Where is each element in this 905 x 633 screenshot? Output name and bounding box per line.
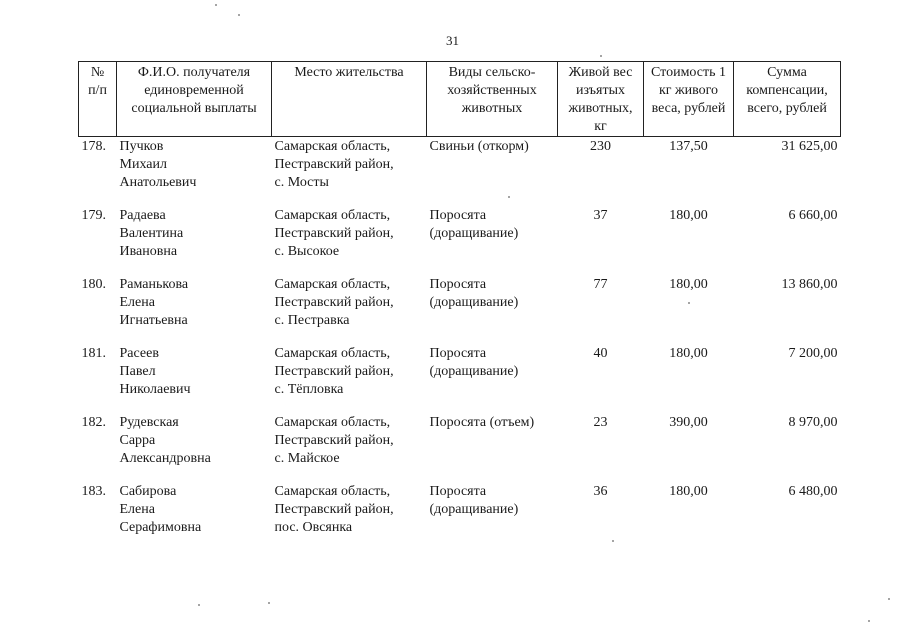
live-weight: 37 — [593, 208, 608, 223]
scan-speck — [268, 602, 270, 604]
animal-type: Поросята (доращивание) — [429, 346, 519, 379]
residence: Самарская область, Пестравский район, с. Мосты — [274, 139, 394, 190]
header-name: Ф.И.О. получателя единовременной социальной выплаты — [117, 62, 272, 137]
live-weight: 77 — [593, 277, 608, 292]
price-per-kg: 180,00 — [669, 484, 708, 499]
animal-type: Поросята (доращивание) — [429, 277, 519, 310]
compensation-total: 8 970,00 — [788, 415, 838, 430]
price-per-kg: 390,00 — [669, 415, 708, 430]
live-weight: 40 — [593, 346, 608, 361]
scan-speck — [868, 620, 870, 622]
recipient-name: Сабирова Елена Серафимовна — [119, 484, 202, 535]
compensation-total: 6 480,00 — [788, 484, 838, 499]
row-number: 180. — [81, 277, 106, 292]
animal-type: Свиньи (откорм) — [429, 139, 529, 154]
price-per-kg: 180,00 — [669, 346, 708, 361]
table-header — [79, 62, 841, 137]
table-row — [79, 207, 841, 276]
header-animals: Виды сельско-хозяйственных животных — [427, 62, 558, 137]
recipient-name: Радаева Валентина Ивановна — [119, 208, 184, 259]
recipient-name: Раманькова Елена Игнатьевна — [119, 277, 189, 328]
header-address: Место жительства — [272, 62, 427, 137]
scan-speck — [888, 598, 890, 600]
animal-type: Поросята (отъем) — [429, 415, 535, 430]
row-number: 182. — [81, 415, 106, 430]
compensation-total: 7 200,00 — [788, 346, 838, 361]
header-price: Стоимость 1 кг живого веса, рублей — [644, 62, 734, 137]
live-weight: 23 — [593, 415, 608, 430]
animal-type: Поросята (доращивание) — [429, 208, 519, 241]
price-per-kg: 180,00 — [669, 208, 708, 223]
residence: Самарская область, Пестравский район, с. Пестравка — [274, 277, 394, 328]
header-weight: Живой вес изъятых животных, кг — [558, 62, 644, 137]
scan-speck — [688, 302, 690, 304]
scan-speck — [612, 540, 614, 542]
residence: Самарская область, Пестравский район, с. Высокое — [274, 208, 394, 259]
compensation-total: 6 660,00 — [788, 208, 838, 223]
table-row — [79, 345, 841, 414]
recipient-name: Расеев Павел Николаевич — [119, 346, 191, 397]
page-number: 31 — [446, 33, 459, 48]
compensation-table — [78, 61, 841, 552]
row-number: 178. — [81, 139, 106, 154]
compensation-total: 31 625,00 — [781, 139, 838, 154]
price-per-kg: 180,00 — [669, 277, 708, 292]
live-weight: 230 — [590, 139, 611, 154]
header-total: Сумма компенсации, всего, рублей — [734, 62, 841, 137]
recipient-name: Рудевская Сарра Александровна — [119, 415, 211, 466]
scan-speck — [600, 55, 602, 57]
live-weight: 36 — [593, 484, 608, 499]
residence: Самарская область, Пестравский район, пос. Овсянка — [274, 484, 394, 535]
table-body — [79, 137, 841, 553]
scan-speck — [198, 604, 200, 606]
table-row — [79, 483, 841, 552]
scan-speck — [238, 14, 240, 16]
scan-speck — [508, 196, 510, 198]
row-number: 183. — [81, 484, 106, 499]
table-row — [79, 276, 841, 345]
row-number: 179. — [81, 208, 106, 223]
residence: Самарская область, Пестравский район, с. Майское — [274, 415, 394, 466]
animal-type: Поросята (доращивание) — [429, 484, 519, 517]
compensation-total: 13 860,00 — [781, 277, 838, 292]
header-number: № п/п — [79, 62, 117, 137]
row-number: 181. — [81, 346, 106, 361]
table-row — [79, 137, 841, 208]
scan-speck — [215, 4, 217, 6]
residence: Самарская область, Пестравский район, с. Тёпловка — [274, 346, 394, 397]
table-row — [79, 414, 841, 483]
recipient-name: Пучков Михаил Анатольевич — [119, 139, 197, 190]
price-per-kg: 137,50 — [669, 139, 708, 154]
